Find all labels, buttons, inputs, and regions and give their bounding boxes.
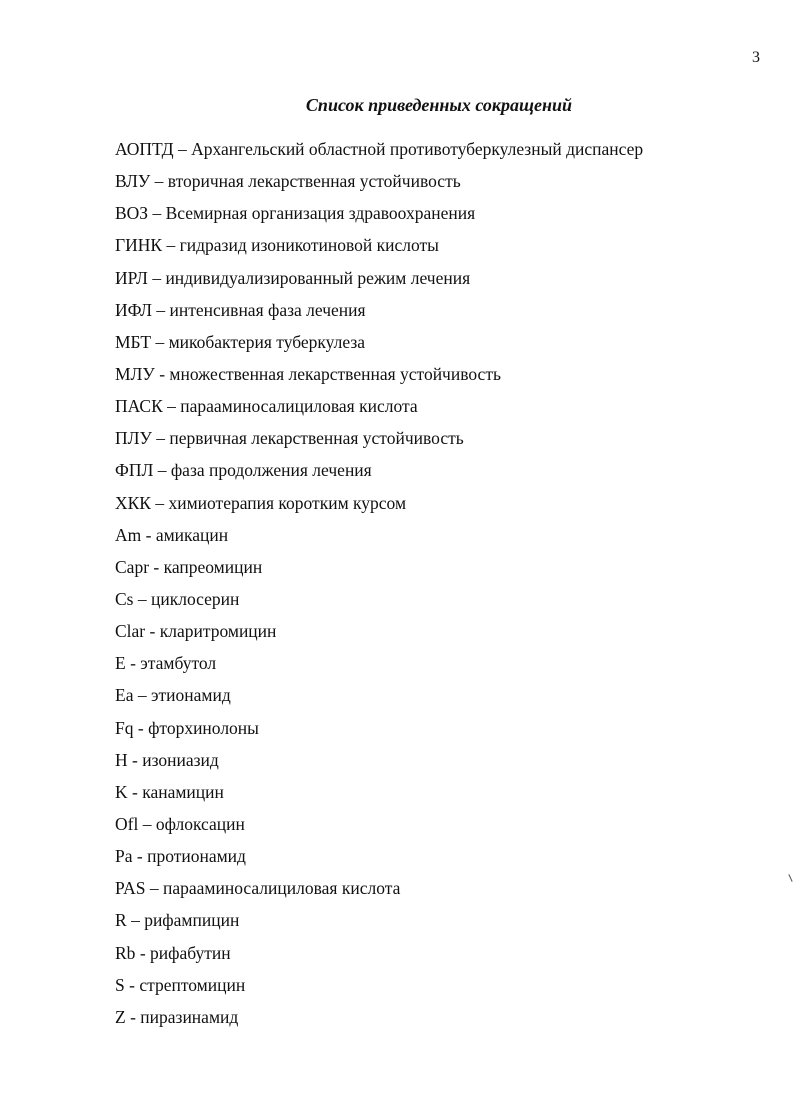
abbreviation-item [115, 299, 643, 331]
abbreviation-definition: циклосерин [150, 588, 240, 609]
abbreviation-term: K [115, 781, 128, 802]
abbreviation-term: ВЛУ [115, 171, 151, 192]
abbreviation-separator: - [127, 749, 143, 770]
abbreviation-definition: капреомицин [163, 556, 263, 577]
abbreviation-separator: – [150, 171, 168, 192]
abbreviation-separator: - [125, 653, 141, 674]
abbreviation-definition: множественная лекарственная устойчивость [169, 363, 501, 384]
abbreviation-item [115, 556, 643, 588]
abbreviation-definition: первичная лекарственная устойчивость [169, 428, 464, 449]
abbreviation-item [115, 749, 643, 781]
abbreviation-term: ПЛУ [115, 428, 152, 449]
abbreviation-separator: – [153, 460, 171, 481]
abbreviation-definition: парааминосалициловая кислота [163, 878, 401, 899]
abbreviation-separator: - [149, 556, 164, 577]
abbreviation-item [115, 620, 643, 652]
abbreviation-term: Capr [115, 556, 150, 577]
abbreviation-term: H [115, 749, 128, 770]
abbreviation-definition: гидразид изоникотиновой кислоты [179, 235, 439, 256]
abbreviation-definition: индивидуализированный режим лечения [165, 267, 471, 288]
abbreviation-definition: интенсивная фаза лечения [169, 299, 366, 320]
abbreviation-separator: – [162, 235, 180, 256]
abbreviation-item [115, 1006, 643, 1038]
abbreviation-item [115, 845, 643, 877]
abbreviation-item [115, 170, 643, 202]
abbreviation-term: Pa [115, 846, 133, 867]
abbreviation-item [115, 588, 643, 620]
abbreviation-separator: – [147, 267, 166, 288]
abbreviation-term: Ea [115, 685, 134, 706]
abbreviation-separator: - [124, 974, 140, 995]
abbreviation-separator: – [133, 588, 151, 609]
abbreviation-term: ПАСК [115, 396, 163, 417]
abbreviation-item [115, 942, 643, 974]
abbreviation-definition: пиразинамид [140, 1006, 239, 1027]
abbreviation-definition: микобактерия туберкулеза [168, 331, 366, 352]
abbreviation-definition: химиотерапия коротким курсом [168, 492, 407, 513]
abbreviation-term: ВОЗ [115, 203, 149, 224]
abbreviation-definition: Всемирная организация здравоохранения [165, 203, 476, 224]
abbreviation-definition: рифампицин [144, 910, 240, 931]
abbreviation-separator: - [132, 846, 148, 867]
abbreviation-separator: - [135, 942, 151, 963]
abbreviation-item [115, 813, 643, 845]
abbreviation-term: ФПЛ [115, 460, 154, 481]
abbreviation-separator: - [154, 363, 170, 384]
abbreviation-list [115, 138, 643, 1038]
abbreviation-item [115, 684, 643, 716]
abbreviation-separator: – [150, 492, 169, 513]
abbreviation-term: Clar [115, 621, 146, 642]
abbreviation-term: ИРЛ [115, 267, 148, 288]
abbreviation-term: R [115, 910, 127, 931]
abbreviation-item [115, 974, 643, 1006]
abbreviation-separator: – [152, 299, 170, 320]
abbreviation-item [115, 909, 643, 941]
abbreviation-item [115, 267, 643, 299]
abbreviation-definition: этамбутол [140, 653, 217, 674]
abbreviation-item [115, 331, 643, 363]
abbreviation-term: МБТ [115, 331, 152, 352]
abbreviation-item [115, 459, 643, 491]
abbreviation-item [115, 395, 643, 427]
abbreviation-item [115, 202, 643, 234]
abbreviation-term: МЛУ [115, 363, 155, 384]
scan-artifact-mark [788, 874, 792, 882]
abbreviation-item [115, 877, 643, 909]
abbreviation-term: Ofl [115, 813, 139, 834]
abbreviation-term: ГИНК [115, 235, 163, 256]
abbreviation-item [115, 524, 643, 556]
abbreviation-item [115, 427, 643, 459]
abbreviation-separator: – [138, 813, 156, 834]
abbreviation-definition: амикацин [155, 524, 229, 545]
abbreviation-item [115, 492, 643, 524]
abbreviation-term: АОПТД [115, 139, 174, 159]
abbreviation-item [115, 138, 643, 170]
abbreviation-separator: – [148, 203, 166, 224]
abbreviation-item [115, 652, 643, 684]
abbreviation-item [115, 363, 643, 395]
abbreviation-term: Z [115, 1006, 126, 1027]
abbreviation-term: ХКК [115, 492, 151, 513]
abbreviation-term: Fq [115, 717, 134, 738]
abbreviation-item [115, 717, 643, 749]
abbreviation-definition: фаза продолжения лечения [170, 460, 372, 481]
abbreviation-separator: - [125, 1006, 141, 1027]
abbreviation-term: Am [115, 524, 142, 545]
abbreviation-definition: канамицин [142, 781, 224, 802]
abbreviation-term: ИФЛ [115, 299, 153, 320]
abbreviation-term: PAS [115, 878, 146, 899]
abbreviation-separator: – [162, 396, 181, 417]
abbreviation-definition: этионамид [150, 685, 231, 706]
page-number: 3 [752, 49, 760, 66]
abbreviation-separator: – [133, 685, 151, 706]
abbreviation-definition: кларитромицин [159, 621, 277, 642]
abbreviation-term: Cs [115, 588, 134, 609]
abbreviation-separator: - [127, 781, 143, 802]
abbreviation-separator: - [133, 717, 149, 738]
abbreviation-separator: – [151, 331, 169, 352]
page-title: Список приведенных сокращений [305, 95, 573, 115]
abbreviation-definition: парааминосалициловая кислота [180, 396, 418, 417]
abbreviation-separator: – [173, 139, 192, 159]
abbreviation-definition: офлоксацин [155, 813, 245, 834]
abbreviation-separator: – [126, 910, 145, 931]
abbreviation-item [115, 781, 643, 813]
abbreviation-definition: протионамид [147, 846, 246, 867]
abbreviation-definition: Архангельский областной противотуберкулезный диспансер [191, 139, 644, 159]
abbreviation-separator: - [145, 621, 160, 642]
abbreviation-separator: – [151, 428, 170, 449]
abbreviation-separator: - [141, 524, 156, 545]
abbreviation-definition: фторхинолоны [148, 717, 259, 738]
abbreviation-term: E [115, 653, 126, 674]
abbreviation-definition: рифабутин [150, 942, 231, 963]
abbreviation-definition: стрептомицин [139, 974, 246, 995]
abbreviation-definition: вторичная лекарственная устойчивость [167, 171, 461, 192]
abbreviation-term: S [115, 974, 125, 995]
abbreviation-term: Rb [115, 942, 136, 963]
abbreviation-separator: – [145, 878, 163, 899]
abbreviation-definition: изониазид [142, 749, 219, 770]
abbreviation-item [115, 234, 643, 266]
